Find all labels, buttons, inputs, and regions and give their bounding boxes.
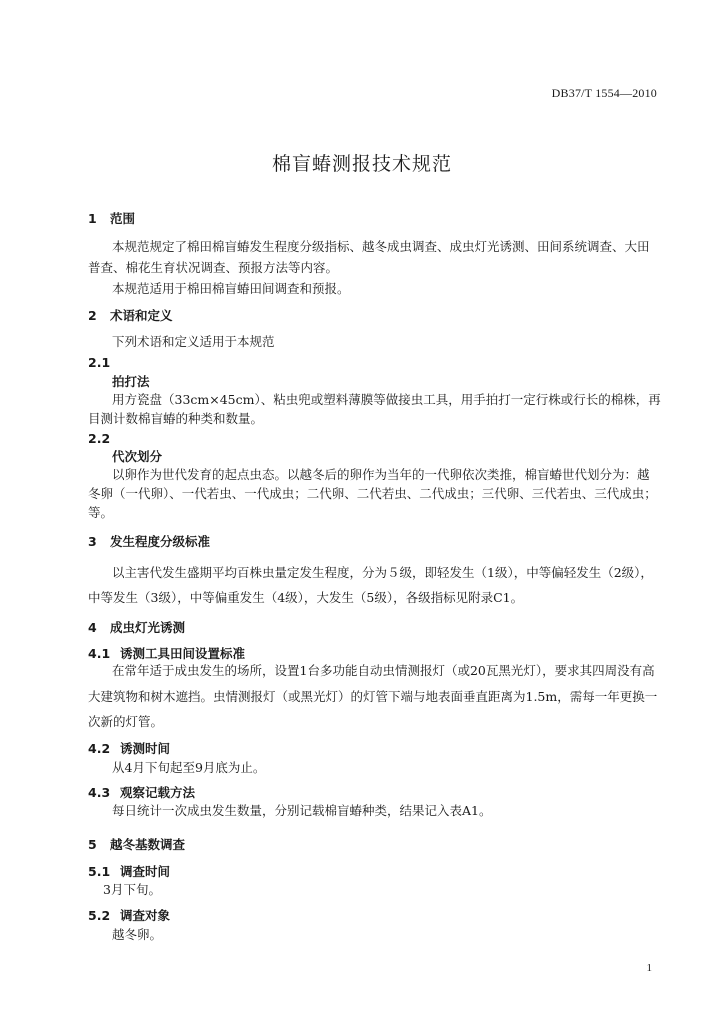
page-number: 1 [646, 962, 652, 974]
section-number: 1 [88, 211, 97, 226]
clause-title: 调查时间 [120, 864, 171, 879]
clause-2-1-number: 2.1 [88, 355, 111, 370]
s3-line-2: 中等发生（3级），中等偏重发生（4级），大发生（5级），各级指标见附录C1。 [88, 590, 524, 605]
section-number: 2 [88, 308, 97, 323]
s3-line-1: 以主害代发生盛期平均百株虫量定发生程度，分为５级，即轻发生（1级），中等偏轻发生（2级）， [112, 565, 653, 580]
section-5-heading [88, 837, 185, 853]
s4-1-line-3: 次新的灯管。 [88, 714, 164, 729]
s1-paragraph-1-line-1: 本规范规定了棉田棉盲蝽发生程度分级指标、越冬成虫调查、成虫灯光诱测、田间系统调查、大田 [112, 239, 650, 254]
clause-number: 5.2 [88, 908, 111, 923]
clause-number: 4.1 [88, 646, 111, 661]
clause-title: 诱测时间 [120, 741, 171, 756]
clause-title: 观察记载方法 [120, 785, 196, 800]
clause-2-2-number: 2.2 [88, 431, 111, 446]
clause-number: 4.2 [88, 741, 111, 756]
clause-title: 诱测工具田间设置标准 [120, 646, 246, 661]
clause-title: 调查对象 [120, 908, 171, 923]
clause-number: 4.3 [88, 785, 111, 800]
section-4-heading [88, 620, 185, 636]
term-2-1: 拍打法 [112, 374, 150, 389]
s5-1-line-1: 3月下旬。 [103, 882, 161, 897]
s2-2-line-2: 冬卵（一代卵）、一代若虫、一代成虫；二代卵、二代若虫、二代成虫；三代卵、三代若虫、三代成虫； [88, 486, 657, 501]
term-2-2: 代次划分 [112, 449, 163, 464]
s2-2-line-3: 等。 [88, 505, 114, 520]
s1-paragraph-2: 本规范适用于棉田棉盲蝽田间调查和预报。 [112, 281, 350, 296]
section-number: 5 [88, 837, 97, 852]
clause-4-2-heading [88, 741, 170, 757]
s4-3-line-1: 每日统计一次成虫发生数量，分别记载棉盲蝽种类，结果记入表A1。 [112, 803, 492, 818]
section-title: 发生程度分级标准 [110, 534, 211, 549]
clause-4-3-heading [88, 785, 195, 801]
s4-2-line-1: 从4月下旬起至9月底为止。 [112, 760, 266, 775]
section-title: 范围 [110, 211, 136, 226]
clause-number: 5.1 [88, 864, 111, 879]
section-number: 3 [88, 534, 97, 549]
s2-2-line-1: 以卵作为世代发育的起点虫态。以越冬后的卵作为当年的一代卵依次类推，棉盲蝽世代划分为：越 [112, 467, 650, 482]
s2-1-line-2: 目测计数棉盲蝽的种类和数量。 [88, 411, 264, 426]
section-1-heading [88, 211, 135, 227]
s4-1-line-2: 大建筑物和树木遮挡。虫情测报灯（或黑光灯）的灯管下端与地表面垂直距离为1.5m，需每一年更换一 [88, 689, 658, 704]
clause-5-2-heading [88, 908, 170, 924]
s2-intro: 下列术语和定义适用于本规范 [112, 334, 275, 349]
s1-paragraph-1-line-2: 普查、棉花生育状况调查、预报方法等内容。 [88, 260, 339, 275]
clause-4-1-heading [88, 646, 245, 662]
s5-2-line-1: 越冬卵。 [112, 927, 163, 942]
section-title: 越冬基数调查 [110, 837, 186, 852]
s2-1-line-1: 用方瓷盘（33cm×45cm）、粘虫兜或塑料薄膜等做接虫工具，用手拍打一定行株或行长的棉株，再 [112, 392, 661, 407]
section-3-heading [88, 534, 210, 550]
section-number: 4 [88, 620, 97, 635]
section-2-heading [88, 308, 173, 324]
section-title: 术语和定义 [110, 308, 173, 323]
clause-5-1-heading [88, 864, 170, 880]
standard-number: DB37/T 1554—2010 [551, 86, 657, 100]
section-title: 成虫灯光诱测 [110, 620, 186, 635]
s4-1-line-1: 在常年适于成虫发生的场所，设置1台多功能自动虫情测报灯（或20瓦黑光灯），要求其四周没有高 [112, 663, 655, 678]
document-title: 棉盲蝽测报技术规范 [271, 153, 452, 175]
